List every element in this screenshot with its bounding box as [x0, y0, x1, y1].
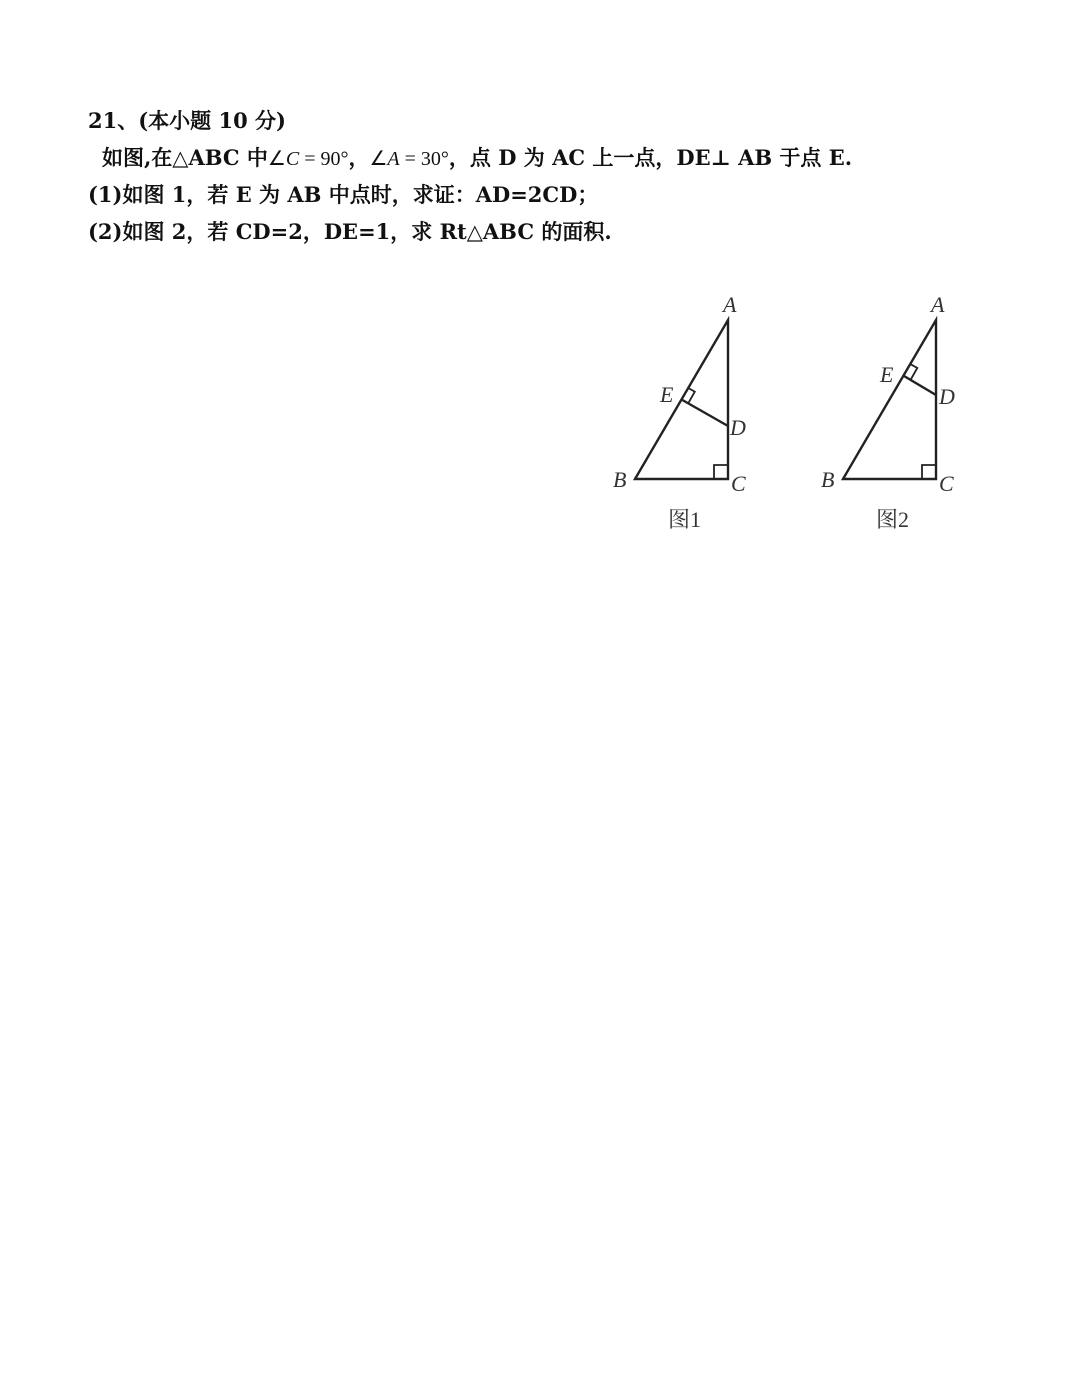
- figure-1-svg: [600, 285, 800, 545]
- label-b: B: [821, 467, 835, 492]
- right-angle-mark-e: [688, 388, 695, 403]
- angle-c-var: C: [285, 148, 300, 170]
- figure-2-svg: [808, 285, 1008, 545]
- angle-a-var: A: [387, 148, 400, 170]
- label-e: E: [660, 382, 674, 407]
- figure-2-caption: 图2: [876, 507, 910, 532]
- angle-a-expression: [369, 148, 448, 170]
- figures-container: [600, 285, 1000, 545]
- problem-part-1: (1)如图 1，若 E 为 AB 中点时，求证：AD=2CD；: [88, 182, 599, 207]
- angle-c-symbol: ∠: [267, 148, 286, 170]
- angle-c-value: = 90°: [299, 148, 349, 170]
- intro-prefix: 如图,在△ABC 中: [102, 145, 268, 170]
- label-d: D: [939, 384, 955, 409]
- label-c: C: [731, 471, 746, 496]
- label-e: E: [880, 362, 894, 387]
- label-d: D: [730, 415, 746, 440]
- right-angle-mark-e: [911, 364, 918, 379]
- intro-suffix: ，点 D 为 AC 上一点，DE⊥ AB 于点 E.: [448, 145, 853, 170]
- segment-de: [904, 376, 936, 395]
- angle-c-expression: [268, 148, 349, 170]
- problem-text: [88, 108, 988, 256]
- problem-part-2: (2)如图 2，若 CD=2，DE=1，求 Rt△ABC 的面积.: [88, 219, 612, 244]
- label-a: A: [723, 292, 737, 317]
- problem-intro: [88, 145, 988, 182]
- figure-1-caption: 图1: [668, 507, 702, 532]
- angle-a-value: = 30°: [399, 148, 449, 170]
- segment-de: [682, 400, 729, 427]
- right-angle-mark-c: [922, 465, 936, 479]
- label-c: C: [939, 471, 954, 496]
- problem-header: 21、(本小题 10 分): [88, 108, 286, 133]
- triangle-abc: [843, 320, 936, 479]
- intro-sep: ，: [348, 145, 370, 170]
- right-angle-mark-c: [714, 465, 728, 479]
- angle-a-symbol: ∠: [369, 148, 388, 170]
- label-a: A: [931, 292, 945, 317]
- label-b: B: [613, 467, 627, 492]
